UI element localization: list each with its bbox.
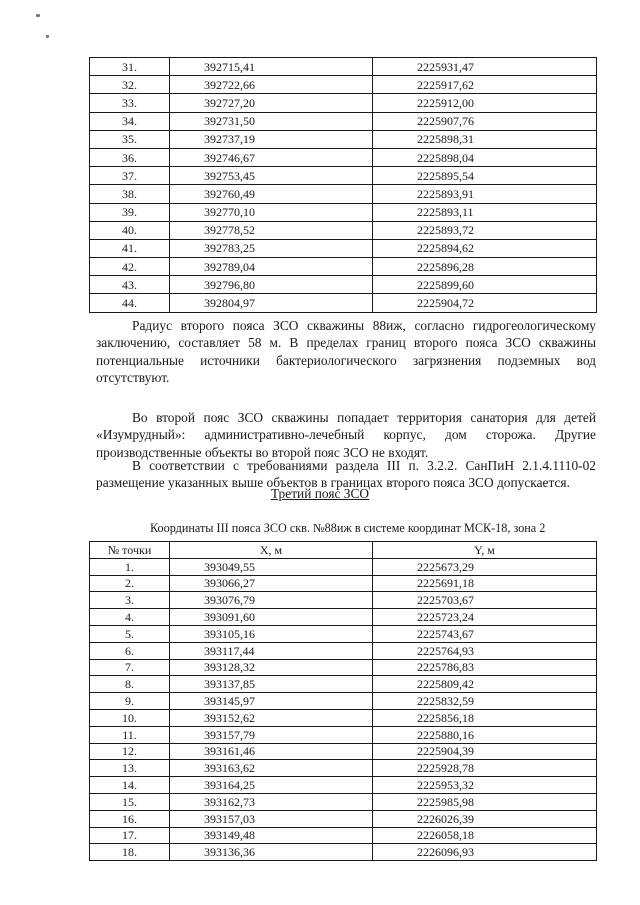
coordinates-table-body bbox=[90, 58, 597, 313]
table-row bbox=[90, 239, 597, 257]
table-row bbox=[90, 609, 597, 626]
table-row bbox=[90, 659, 597, 676]
x-coordinate-cell: 393091,60 bbox=[170, 609, 373, 626]
table-row bbox=[90, 693, 597, 710]
paragraph-sanatorium: Во второй пояс ЗСО скважины попадает территория санатория для детей «Изумрудный»: административно-лечебный корпус, дом сторожа. Другие производственные объекты во второй пояс ЗСО не входят. bbox=[96, 410, 596, 460]
table-row bbox=[90, 112, 597, 130]
y-coordinate-cell: 2225899,60 bbox=[373, 276, 597, 294]
y-coordinate-cell: 2225912,00 bbox=[373, 94, 597, 112]
x-coordinate-cell: 393066,27 bbox=[170, 575, 373, 592]
y-coordinate-cell: 2225895,54 bbox=[373, 167, 597, 185]
table-header-row bbox=[90, 542, 597, 559]
x-coordinate-cell: 392753,45 bbox=[170, 167, 373, 185]
point-number-cell: 35. bbox=[90, 130, 170, 148]
x-coordinate-cell: 393162,73 bbox=[170, 793, 373, 810]
x-coordinate-cell: 393161,46 bbox=[170, 743, 373, 760]
table-row bbox=[90, 827, 597, 844]
coordinates-table-body bbox=[90, 558, 597, 860]
y-coordinate-cell: 2225931,47 bbox=[373, 58, 597, 76]
y-coordinate-cell: 2225673,29 bbox=[373, 558, 597, 575]
x-coordinate-cell: 392746,67 bbox=[170, 148, 373, 166]
x-coordinate-cell: 393137,85 bbox=[170, 676, 373, 693]
table-row bbox=[90, 676, 597, 693]
table-row bbox=[90, 709, 597, 726]
table-row bbox=[90, 793, 597, 810]
y-coordinate-cell: 2225904,72 bbox=[373, 294, 597, 312]
point-number-cell: 37. bbox=[90, 167, 170, 185]
x-coordinate-cell: 392796,80 bbox=[170, 276, 373, 294]
y-coordinate-cell: 2225893,91 bbox=[373, 185, 597, 203]
table-row bbox=[90, 844, 597, 861]
column-header-point: № точки bbox=[90, 542, 170, 559]
point-number-cell: 9. bbox=[90, 693, 170, 710]
point-number-cell: 7. bbox=[90, 659, 170, 676]
point-number-cell: 36. bbox=[90, 148, 170, 166]
point-number-cell: 33. bbox=[90, 94, 170, 112]
x-coordinate-cell: 392737,19 bbox=[170, 130, 373, 148]
point-number-cell: 2. bbox=[90, 575, 170, 592]
point-number-cell: 8. bbox=[90, 676, 170, 693]
y-coordinate-cell: 2225743,67 bbox=[373, 625, 597, 642]
point-number-cell: 12. bbox=[90, 743, 170, 760]
y-coordinate-cell: 2226096,93 bbox=[373, 844, 597, 861]
y-coordinate-cell: 2225786,83 bbox=[373, 659, 597, 676]
x-coordinate-cell: 392727,20 bbox=[170, 94, 373, 112]
table-row bbox=[90, 810, 597, 827]
y-coordinate-cell: 2225894,62 bbox=[373, 239, 597, 257]
y-coordinate-cell: 2225703,67 bbox=[373, 592, 597, 609]
x-coordinate-cell: 393157,79 bbox=[170, 726, 373, 743]
y-coordinate-cell: 2225723,24 bbox=[373, 609, 597, 626]
table-row bbox=[90, 130, 597, 148]
x-coordinate-cell: 393152,62 bbox=[170, 709, 373, 726]
point-number-cell: 18. bbox=[90, 844, 170, 861]
table-row bbox=[90, 726, 597, 743]
y-coordinate-cell: 2225917,62 bbox=[373, 76, 597, 94]
y-coordinate-cell: 2225898,04 bbox=[373, 148, 597, 166]
point-number-cell: 15. bbox=[90, 793, 170, 810]
y-coordinate-cell: 2225907,76 bbox=[373, 112, 597, 130]
x-coordinate-cell: 392770,10 bbox=[170, 203, 373, 221]
x-coordinate-cell: 393163,62 bbox=[170, 760, 373, 777]
table-row bbox=[90, 185, 597, 203]
x-coordinate-cell: 393049,55 bbox=[170, 558, 373, 575]
x-coordinate-cell: 393105,16 bbox=[170, 625, 373, 642]
point-number-cell: 10. bbox=[90, 709, 170, 726]
point-number-cell: 4. bbox=[90, 609, 170, 626]
coordinates-table-zone3 bbox=[89, 541, 597, 861]
y-coordinate-cell: 2226058,18 bbox=[373, 827, 597, 844]
y-coordinate-cell: 2225691,18 bbox=[373, 575, 597, 592]
table-row bbox=[90, 777, 597, 794]
table-caption: Координаты III пояса ЗСО скв. №88иж в системе координат МСК-18, зона 2 bbox=[150, 521, 546, 535]
table-row bbox=[90, 276, 597, 294]
x-coordinate-cell: 393128,32 bbox=[170, 659, 373, 676]
x-coordinate-cell: 392731,50 bbox=[170, 112, 373, 130]
y-coordinate-cell: 2225832,59 bbox=[373, 693, 597, 710]
point-number-cell: 5. bbox=[90, 625, 170, 642]
column-header-y: Y, м bbox=[373, 542, 597, 559]
point-number-cell: 42. bbox=[90, 258, 170, 276]
y-coordinate-cell: 2225764,93 bbox=[373, 642, 597, 659]
x-coordinate-cell: 392789,04 bbox=[170, 258, 373, 276]
x-coordinate-cell: 392715,41 bbox=[170, 58, 373, 76]
x-coordinate-cell: 393164,25 bbox=[170, 777, 373, 794]
table-row bbox=[90, 58, 597, 76]
y-coordinate-cell: 2225928,78 bbox=[373, 760, 597, 777]
point-number-cell: 17. bbox=[90, 827, 170, 844]
paragraph-sanpin: В соответствии с требованиями раздела III п. 3.2.2. СанПиН 2.1.4.1110-02 размещение указанных выше объектов в границах второго пояса ЗСО допускается. bbox=[96, 458, 596, 491]
table-row bbox=[90, 221, 597, 239]
y-coordinate-cell: 2225809,42 bbox=[373, 676, 597, 693]
point-number-cell: 16. bbox=[90, 810, 170, 827]
x-coordinate-cell: 393149,48 bbox=[170, 827, 373, 844]
table-row bbox=[90, 94, 597, 112]
x-coordinate-cell: 393117,44 bbox=[170, 642, 373, 659]
x-coordinate-cell: 392760,49 bbox=[170, 185, 373, 203]
table-row bbox=[90, 258, 597, 276]
paragraph-radius: Радиус второго пояса ЗСО скважины 88иж, согласно гидрогеологическому заключению, составляет 58 м. В пределах границ второго пояса ЗСО скважины потенциальные источники бактериологического загрязнения подземных вод отсутствуют. bbox=[96, 318, 596, 385]
point-number-cell: 41. bbox=[90, 239, 170, 257]
table-row bbox=[90, 760, 597, 777]
coordinates-table-continued bbox=[89, 57, 597, 313]
table-row bbox=[90, 558, 597, 575]
y-coordinate-cell: 2225856,18 bbox=[373, 709, 597, 726]
point-number-cell: 6. bbox=[90, 642, 170, 659]
table-row bbox=[90, 642, 597, 659]
table-row bbox=[90, 203, 597, 221]
point-number-cell: 38. bbox=[90, 185, 170, 203]
point-number-cell: 13. bbox=[90, 760, 170, 777]
x-coordinate-cell: 393157,03 bbox=[170, 810, 373, 827]
x-coordinate-cell: 393136,36 bbox=[170, 844, 373, 861]
y-coordinate-cell: 2225985,98 bbox=[373, 793, 597, 810]
table-row bbox=[90, 167, 597, 185]
table-row bbox=[90, 592, 597, 609]
x-coordinate-cell: 392778,52 bbox=[170, 221, 373, 239]
table-row bbox=[90, 625, 597, 642]
point-number-cell: 11. bbox=[90, 726, 170, 743]
point-number-cell: 31. bbox=[90, 58, 170, 76]
x-coordinate-cell: 392783,25 bbox=[170, 239, 373, 257]
table-row bbox=[90, 575, 597, 592]
point-number-cell: 44. bbox=[90, 294, 170, 312]
point-number-cell: 39. bbox=[90, 203, 170, 221]
point-number-cell: 1. bbox=[90, 558, 170, 575]
table-row bbox=[90, 294, 597, 312]
point-number-cell: 40. bbox=[90, 221, 170, 239]
section-heading: Третий пояс ЗСО bbox=[270, 486, 370, 501]
x-coordinate-cell: 393076,79 bbox=[170, 592, 373, 609]
y-coordinate-cell: 2226026,39 bbox=[373, 810, 597, 827]
point-number-cell: 14. bbox=[90, 777, 170, 794]
x-coordinate-cell: 393145,97 bbox=[170, 693, 373, 710]
y-coordinate-cell: 2225893,72 bbox=[373, 221, 597, 239]
y-coordinate-cell: 2225896,28 bbox=[373, 258, 597, 276]
y-coordinate-cell: 2225898,31 bbox=[373, 130, 597, 148]
table-row bbox=[90, 743, 597, 760]
point-number-cell: 3. bbox=[90, 592, 170, 609]
y-coordinate-cell: 2225893,11 bbox=[373, 203, 597, 221]
y-coordinate-cell: 2225953,32 bbox=[373, 777, 597, 794]
column-header-x: X, м bbox=[170, 542, 373, 559]
scan-speck bbox=[36, 14, 40, 17]
point-number-cell: 34. bbox=[90, 112, 170, 130]
y-coordinate-cell: 2225880,16 bbox=[373, 726, 597, 743]
y-coordinate-cell: 2225904,39 bbox=[373, 743, 597, 760]
x-coordinate-cell: 392804,97 bbox=[170, 294, 373, 312]
point-number-cell: 43. bbox=[90, 276, 170, 294]
table-row bbox=[90, 148, 597, 166]
x-coordinate-cell: 392722,66 bbox=[170, 76, 373, 94]
table-row bbox=[90, 76, 597, 94]
scan-speck bbox=[46, 35, 49, 38]
point-number-cell: 32. bbox=[90, 76, 170, 94]
